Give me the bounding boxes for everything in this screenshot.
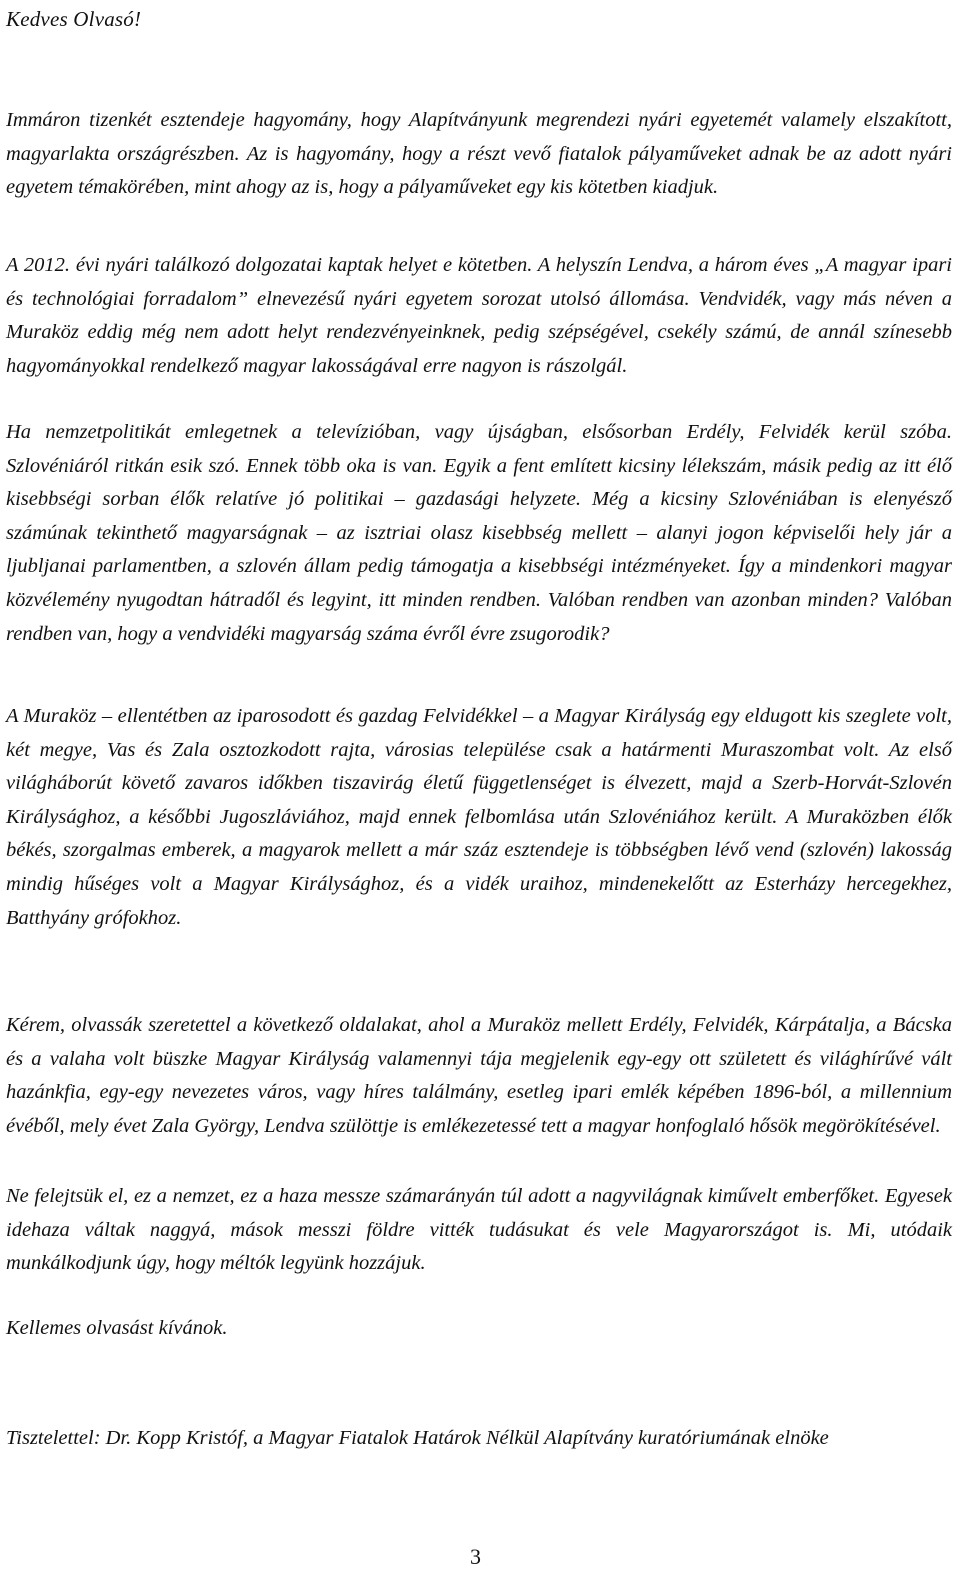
paragraph-tradition: Immáron tizenkét esztendeje hagyomány, hogy Alapítványunk megrendezi nyári egyetemét valamely elszakított, magyarlakta országrészben. Az is hagyomány, hogy a részt vevő fiatalok pályaműveket adnak be az adott nyári egyetem témakörében, mint ahogy az is, hogy a pályaműveket egy kis kötetben kiadjuk.: [6, 109, 952, 199]
paragraph-nation-policy: Ha nemzetpolitikát emlegetnek a televízióban, vagy újságban, elsősorban Erdély, Felvidék kerül szóba. Szlovéniáról ritkán esik szó. Ennek több oka is van. Egyik a fent említett kicsiny lélekszám, másik pedig az itt élő kisebbségi sorban élők relatíve jó politikai – gazdasági helyzete. Még a kicsiny Szlovéniában is elenyésző számúnak tekinthető magyarságnak – az isztriai olasz kisebbség mellett – alanyi jogon képviselői hely jár a ljubljanai parlamentben, a szlovén állam pedig támogatja a kisebbségi intézményeket. Így a mindenkori magyar közvélemény nyugodtan hátradől és legyint, itt minden rendben. Valóban rendben van azonban minden? Valóban rendben van, hogy a vendvidéki magyarság száma évről évre zsugorodik?: [6, 421, 952, 645]
paragraph-2012-meeting: A 2012. évi nyári találkozó dolgozatai kaptak helyet e kötetben. A helyszín Lendva, a három éves „A magyar ipari és technológiai forradalom” elnevezésű nyári egyetem sorozat utolsó állomása. Vendvidék, vagy más néven a Muraköz eddig még nem adott helyt rendezvényeinknek, pedig szépségével, csekély számú, de annál színesebb hagyományokkal rendelkező magyar lakosságával erre nagyon is rászolgál.: [6, 254, 952, 377]
paragraph-invitation: Kérem, olvassák szeretettel a következő oldalakat, ahol a Muraköz mellett Erdély, Felvidék, Kárpátalja, a Bácska és a valaha volt büszke Magyar Királyság valamennyi tája megjelenik egy-egy ott született és világhírűvé vált hazánkfia, egy-egy nevezetes város, vagy híres találmány, esetleg ipari emlék képében 1896-ból, a millennium évéből, mely évet Zala György, Lendva szülöttje is emlékezetessé tett a magyar honfoglaló hősök megörökítésével.: [6, 1014, 952, 1137]
document-page: [6, 0, 952, 1584]
salutation: Kedves Olvasó!: [6, 7, 142, 31]
closing-line: Kellemes olvasást kívánok.: [6, 1317, 228, 1339]
page-number: 3: [470, 1544, 481, 1569]
paragraph-heritage: Ne felejtsük el, ez a nemzet, ez a haza messze számarányán túl adott a nagyvilágnak kiművelt emberfőket. Egyesek idehaza váltak naggyá, mások messzi földre vitték tudásukat és vele Magyarországot is. Mi, utódaik munkálkodjunk úgy, hogy méltók legyünk hozzájuk.: [6, 1185, 952, 1275]
paragraph-murakoz-history: A Muraköz – ellentétben az iparosodott és gazdag Felvidékkel – a Magyar Királyság egy eldugott kis szeglete volt, két megye, Vas és Zala osztozkodott rajta, városias települése csak a határmenti Muraszombat volt. Az első világháborút követő zavaros időkben tiszavirág életű függetlenséget is élvezett, majd a Szerb-Horvát-Szlovén Királysághoz, a későbbi Jugoszláviához, majd ennek felbomlása után Szlovéniához került. A Muraközben élők békés, szorgalmas emberek, a magyarok mellett a már száz esztendeje is többségben lévő vend (szlovén) lakosság mindig hűséges volt a Magyar Királysághoz, és a vidék uraihoz, mindenekelőtt az Esterházy hercegekhez, Batthyány grófokhoz.: [6, 705, 952, 929]
signature: Tisztelettel: Dr. Kopp Kristóf, a Magyar Fiatalok Határok Nélkül Alapítvány kuratóriumának elnöke: [6, 1427, 829, 1449]
